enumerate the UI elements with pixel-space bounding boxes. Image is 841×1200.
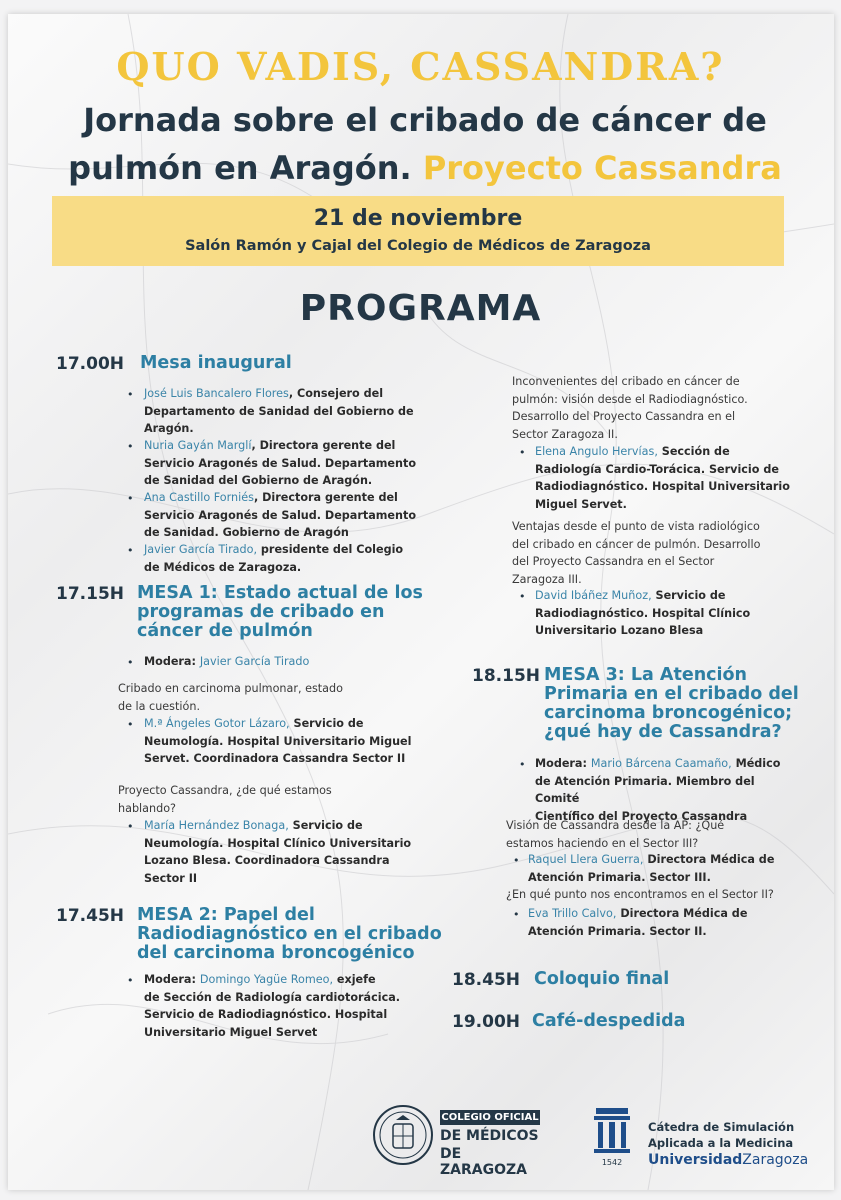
speaker-role: Neumología. Hospital Universitario Miguel xyxy=(144,734,412,748)
time-1845: 18.45H xyxy=(452,970,520,990)
talk-title-line: del cribado en cáncer de pulmón. Desarrollo xyxy=(512,537,761,551)
speaker-role: Departamento de Sanidad del Gobierno de xyxy=(144,404,414,418)
bullet-icon: • xyxy=(127,388,134,401)
speaker-role: Atención Primaria. Sector III. xyxy=(528,870,711,884)
time-1745: 17.45H xyxy=(56,906,124,926)
bullet-icon: • xyxy=(519,446,526,459)
speaker-role: , Directora gerente del xyxy=(253,491,398,504)
colegio-line-1: COLEGIO OFICIAL xyxy=(441,1112,539,1123)
talk-title-line: Zaragoza III. xyxy=(512,572,582,586)
speaker-item xyxy=(535,587,795,640)
talk-title-line: hablando? xyxy=(118,801,176,815)
moderator-item xyxy=(535,755,797,825)
speaker-role: , Directora gerente del xyxy=(251,439,396,452)
speaker-role: Servicio de xyxy=(651,589,726,602)
session-mesa-inaugural: Mesa inaugural xyxy=(140,353,292,373)
colegio-line-3: DE ZARAGOZA xyxy=(440,1146,527,1178)
moderator-item xyxy=(144,971,412,1041)
session-title-line: del carcinoma broncogénico xyxy=(137,943,415,963)
speaker-role: Servicio Aragonés de Salud. Departamento xyxy=(144,508,417,522)
moderator-item xyxy=(144,653,309,671)
speaker-name: Ana Castillo Forniés xyxy=(144,491,254,504)
speaker-name: Nuria Gayán Marglí xyxy=(144,439,252,452)
talk-title-line: del Proyecto Cassandra en el Sector xyxy=(512,555,715,568)
talk-title xyxy=(118,782,408,817)
session-title-line: Primaria en el cribado del xyxy=(544,684,799,704)
speaker-item xyxy=(528,851,798,886)
speaker-name: María Hernández Bonaga, xyxy=(144,819,289,832)
speaker-item xyxy=(144,817,412,887)
talk-title-line: de la cuestión. xyxy=(118,699,200,713)
moderator-role: Científico del Proyecto Cassandra xyxy=(535,809,748,823)
bullet-icon: • xyxy=(127,656,134,669)
title-proyecto: Proyecto Cassandra xyxy=(422,149,782,187)
bullet-icon: • xyxy=(513,854,520,867)
talk-title-line: pulmón: visión desde el Radiodiagnóstico. xyxy=(512,392,748,406)
speaker-name: Raquel Llera Guerra, xyxy=(528,853,644,866)
speaker-role: Directora Médica de xyxy=(643,853,775,866)
talk-title-line: Inconvenientes del cribado en cáncer de xyxy=(512,375,740,388)
session-title-line: cáncer de pulmón xyxy=(137,621,313,641)
bullet-icon: • xyxy=(513,908,520,921)
speaker-role: Servicio de xyxy=(288,819,363,832)
talk-title xyxy=(512,373,794,443)
moderator-role: Médico xyxy=(731,757,781,770)
bullet-icon: • xyxy=(519,590,526,603)
talk-title-line: estamos haciendo en el Sector III? xyxy=(506,836,699,850)
session-title-line: carcinoma broncogénico; xyxy=(544,703,793,723)
moderator-name: Mario Bárcena Caamaño, xyxy=(590,757,732,770)
speaker-role: Sección de xyxy=(657,445,730,458)
speaker-name: Javier García Tirado, xyxy=(144,543,258,556)
uz-year: 1542 xyxy=(601,1158,623,1167)
bullet-icon: • xyxy=(127,544,134,557)
event-venue: Salón Ramón y Cajal del Colegio de Médicos de Zaragoza xyxy=(185,238,651,254)
talk-title-line: Sector Zaragoza II. xyxy=(512,427,618,441)
title-line-2 xyxy=(40,144,810,192)
speaker-name: Elena Angulo Hervías, xyxy=(535,445,658,458)
speaker-role: Directora Médica de xyxy=(616,907,748,920)
speaker-role: de Médicos de Zaragoza. xyxy=(144,560,302,574)
speaker-role: Neumología. Hospital Clínico Universitario xyxy=(144,836,412,850)
talk-title: ¿En qué punto nos encontramos en el Sector II? xyxy=(506,888,774,901)
time-1900: 19.00H xyxy=(452,1012,520,1032)
session-cafe-despedida: Café-despedida xyxy=(532,1011,686,1031)
bullet-icon: • xyxy=(127,492,134,505)
programa-heading: PROGRAMA xyxy=(299,288,542,329)
date-banner xyxy=(52,196,784,266)
session-title-line: ¿qué hay de Cassandra? xyxy=(544,722,782,742)
speaker-item xyxy=(535,443,795,513)
moderator-role: exjefe xyxy=(333,973,376,986)
universidad-zaragoza-wordmark xyxy=(648,1152,808,1168)
bullet-icon: • xyxy=(127,440,134,453)
speaker-role: Universitario Lozano Blesa xyxy=(535,624,704,637)
bullet-icon: • xyxy=(519,758,526,771)
session-title-line: programas de cribado en xyxy=(137,602,385,622)
speaker-item xyxy=(144,541,420,576)
moderator-role: Servicio de Radiodiagnóstico. Hospital xyxy=(144,1008,388,1021)
session-coloquio-final: Coloquio final xyxy=(534,969,670,989)
event-date: 21 de noviembre xyxy=(313,206,523,231)
moderator-name: Javier García Tirado xyxy=(199,655,310,668)
session-title-line: MESA 3: La Atención xyxy=(544,665,748,685)
speaker-item xyxy=(144,385,420,438)
moderator-label: Modera: xyxy=(535,757,587,770)
speaker-name: José Luis Bancalero Flores xyxy=(144,387,289,400)
speaker-role: de Sanidad del Gobierno de Aragón. xyxy=(144,474,373,487)
title-quo-vadis: QUO VADIS, CASSANDRA? xyxy=(116,44,725,89)
title-line-1: Jornada sobre el cribado de cáncer de xyxy=(83,101,767,139)
time-1815: 18.15H xyxy=(472,666,540,686)
moderator-label: Modera: xyxy=(144,973,196,986)
colegio-crest-icon xyxy=(372,1104,434,1166)
speaker-name: David Ibáñez Muñoz, xyxy=(535,589,652,602)
session-mesa-1 xyxy=(137,584,427,641)
moderator-name: Domingo Yagüe Romeo, xyxy=(199,973,334,986)
speaker-role: Servicio de xyxy=(289,717,364,730)
speaker-role: Servicio Aragonés de Salud. Departamento xyxy=(144,456,417,470)
uni-word-a: Universidad xyxy=(648,1152,743,1168)
colegio-line-2: DE MÉDICOS xyxy=(440,1128,539,1144)
speaker-role: presidente del Colegio xyxy=(257,543,404,556)
moderator-role: de Atención Primaria. Miembro del Comité xyxy=(535,774,755,805)
universidad-zaragoza-logo-icon xyxy=(592,1106,632,1168)
talk-title-line: Desarrollo del Proyecto Cassandra en el xyxy=(512,410,736,423)
speaker-name: M.ª Ángeles Gotor Lázaro, xyxy=(144,717,290,730)
catedra-line-2: Aplicada a la Medicina xyxy=(648,1136,794,1150)
bullet-icon: • xyxy=(127,820,134,833)
speaker-role: de Sanidad. Gobierno de Aragón xyxy=(144,526,349,539)
moderator-role: de Sección de Radiología cardiotorácica. xyxy=(144,990,400,1004)
speaker-item xyxy=(144,489,420,542)
time-1715: 17.15H xyxy=(56,584,124,604)
session-title-line: MESA 2: Papel del xyxy=(137,905,315,925)
speaker-item xyxy=(144,715,412,768)
talk-title-line: Visión de Cassandra desde la AP: ¿Qué xyxy=(506,819,725,832)
speaker-role: , Consejero del xyxy=(288,387,384,400)
speaker-role: Radiodiagnóstico. Hospital Universitario xyxy=(535,480,790,493)
speaker-role: Servet. Coordinadora Cassandra Sector II xyxy=(144,752,406,765)
speaker-role: Aragón. xyxy=(144,422,194,435)
speaker-role: Atención Primaria. Sector II. xyxy=(528,924,707,938)
speaker-role: Radiodiagnóstico. Hospital Clínico xyxy=(535,606,751,620)
speaker-name: Eva Trillo Calvo, xyxy=(528,907,617,920)
session-mesa-3 xyxy=(544,666,804,742)
session-mesa-2 xyxy=(137,906,447,963)
title-line-2a: pulmón en Aragón. xyxy=(68,149,412,187)
catedra-line-1: Cátedra de Simulación xyxy=(648,1120,795,1134)
title-jornada xyxy=(40,96,810,192)
moderator-label: Modera: xyxy=(144,655,196,668)
talk-title xyxy=(512,518,798,588)
talk-title xyxy=(118,680,408,715)
session-title-line: Radiodiagnóstico en el cribado xyxy=(137,924,442,944)
speaker-item xyxy=(144,437,420,490)
talk-title-line: Proyecto Cassandra, ¿de qué estamos xyxy=(118,784,332,797)
time-1700: 17.00H xyxy=(56,354,124,374)
uni-word-b: Zaragoza xyxy=(742,1152,809,1168)
bullet-icon: • xyxy=(127,974,134,987)
talk-title-line: Ventajas desde el punto de vista radiológico xyxy=(512,520,760,533)
moderator-role: Universitario Miguel Servet xyxy=(144,1025,318,1039)
session-title-line: MESA 1: Estado actual de los xyxy=(137,583,423,603)
talk-title-line: Cribado en carcinoma pulmonar, estado xyxy=(118,682,343,695)
speaker-item xyxy=(528,905,798,940)
bullet-icon: • xyxy=(127,718,134,731)
speaker-role: Miguel Servet. xyxy=(535,497,627,511)
speaker-role: Lozano Blesa. Coordinadora Cassandra xyxy=(144,854,390,867)
talk-title xyxy=(506,817,796,852)
speaker-role: Sector II xyxy=(144,871,198,885)
speaker-role: Radiología Cardio-Torácica. Servicio de xyxy=(535,462,779,476)
